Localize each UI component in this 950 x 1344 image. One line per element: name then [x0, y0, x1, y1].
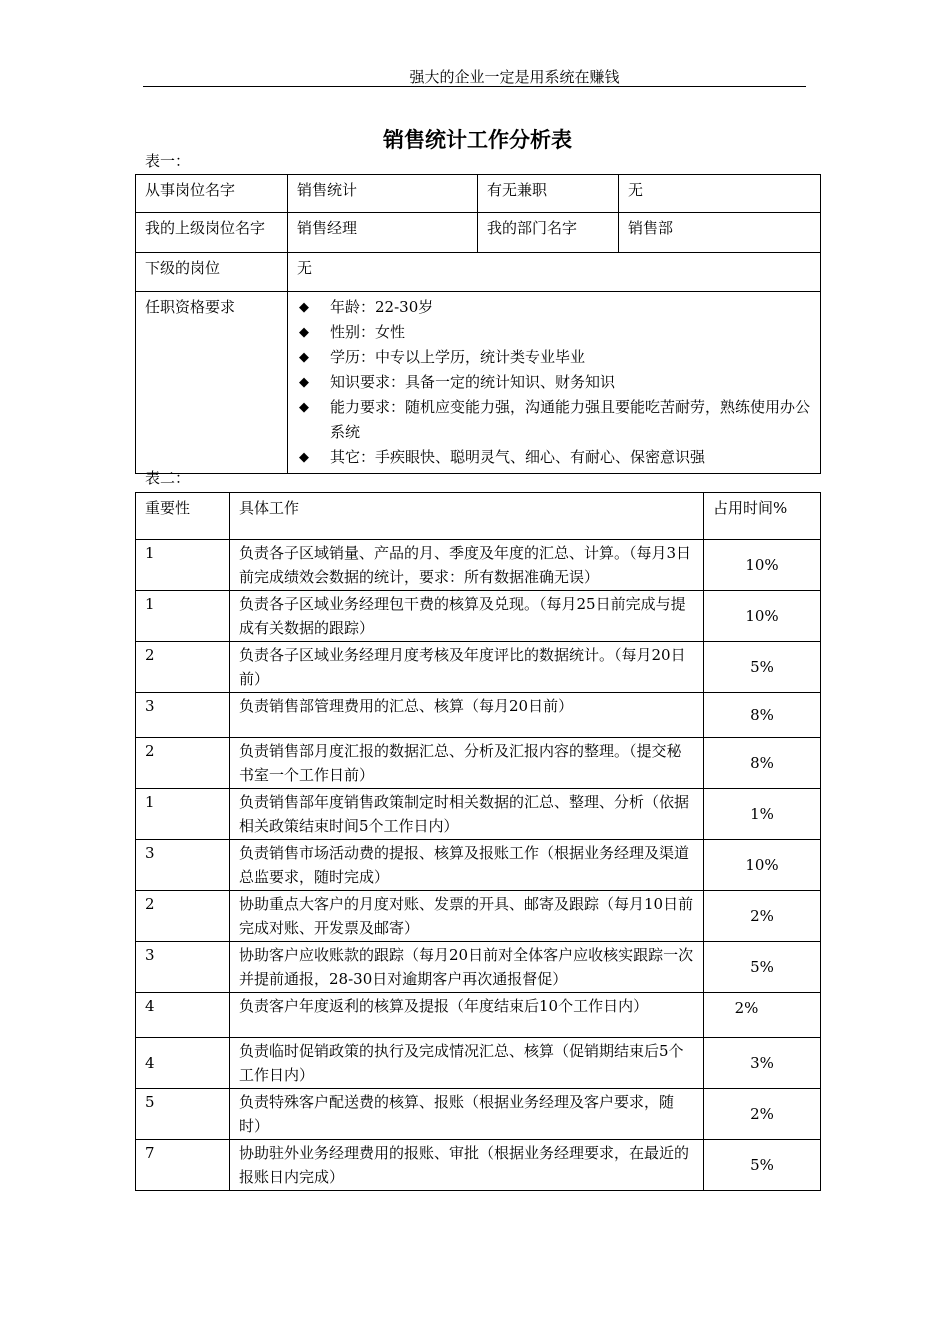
table-row — [136, 213, 821, 253]
table-row — [136, 1089, 821, 1140]
label-department: 我的部门名字 — [478, 213, 619, 253]
time-cell: 2% — [704, 993, 821, 1038]
header-divider — [143, 86, 806, 87]
diamond-bullet-icon: ◆ — [299, 375, 309, 390]
time-cell: 2% — [704, 1089, 821, 1140]
work-cell: 负责各子区域业务经理包干费的核算及兑现。（每月25日前完成与提成有关数据的跟踪） — [230, 591, 704, 642]
diamond-bullet-icon: ◆ — [299, 325, 309, 340]
table-row — [136, 591, 821, 642]
importance-cell: 2 — [136, 891, 230, 942]
work-cell: 负责临时促销政策的执行及完成情况汇总、核算（促销期结束后5个工作日内） — [230, 1038, 704, 1089]
importance-cell: 7 — [136, 1140, 230, 1191]
table1-caption: 表一： — [145, 152, 191, 170]
header-time: 占用时间% — [704, 493, 821, 540]
time-cell: 1% — [704, 789, 821, 840]
table-row — [136, 693, 821, 738]
work-cell: 负责销售部管理费用的汇总、核算（每月20日前） — [230, 693, 704, 738]
qualifications-list — [297, 295, 811, 470]
label-superior-position: 我的上级岗位名字 — [136, 213, 288, 253]
value-position-name: 销售统计 — [288, 175, 478, 213]
table-row — [136, 789, 821, 840]
work-cell: 协助驻外业务经理费用的报账、审批（根据业务经理要求，在最近的报账日内完成） — [230, 1140, 704, 1191]
list-item: ◆ 能力要求：随机应变能力强，沟通能力强且要能吃苦耐劳，熟练使用办公系统 — [297, 395, 811, 445]
list-item: ◆ 性别：女性 — [297, 320, 811, 345]
diamond-bullet-icon: ◆ — [299, 300, 309, 315]
table-row — [136, 175, 821, 213]
table-row — [136, 840, 821, 891]
diamond-bullet-icon: ◆ — [299, 400, 309, 415]
importance-cell: 3 — [136, 840, 230, 891]
value-department: 销售部 — [619, 213, 821, 253]
importance-cell: 2 — [136, 738, 230, 789]
importance-cell: 2 — [136, 642, 230, 693]
work-cell: 负责销售部月度汇报的数据汇总、分析及汇报内容的整理。（提交秘书室一个工作日前） — [230, 738, 704, 789]
page-header-slogan: 强大的企业一定是用系统在赚钱 — [409, 68, 620, 86]
time-cell: 8% — [704, 693, 821, 738]
header-importance: 重要性 — [136, 493, 230, 540]
diamond-bullet-icon: ◆ — [299, 350, 309, 365]
importance-cell: 5 — [136, 1089, 230, 1140]
importance-cell: 3 — [136, 693, 230, 738]
work-cell: 负责特殊客户配送费的核算、报账（根据业务经理及客户要求，随时） — [230, 1089, 704, 1140]
table-row — [136, 253, 821, 292]
importance-cell: 4 — [136, 993, 230, 1038]
work-cell: 负责客户年度返利的核算及提报（年度结束后10个工作日内） — [230, 993, 704, 1038]
table-row — [136, 1038, 821, 1089]
table-row — [136, 993, 821, 1038]
list-item: ◆ 学历：中专以上学历，统计类专业毕业 — [297, 345, 811, 370]
work-details-table — [135, 492, 821, 1191]
table-header-row — [136, 493, 821, 540]
header-work: 具体工作 — [230, 493, 704, 540]
importance-cell: 1 — [136, 591, 230, 642]
importance-cell: 3 — [136, 942, 230, 993]
table2-caption: 表二： — [145, 469, 191, 487]
work-cell: 负责各子区域业务经理月度考核及年度评比的数据统计。（每月20日前） — [230, 642, 704, 693]
time-cell: 10% — [704, 540, 821, 591]
qualifications-cell — [288, 292, 821, 474]
value-subordinate-position: 无 — [288, 253, 821, 292]
importance-cell: 1 — [136, 540, 230, 591]
work-cell: 负责各子区域销量、产品的月、季度及年度的汇总、计算。（每月3日前完成绩效会数据的统计，要求：所有数据准确无误） — [230, 540, 704, 591]
time-cell: 8% — [704, 738, 821, 789]
time-cell: 5% — [704, 642, 821, 693]
importance-cell: 4 — [136, 1038, 230, 1089]
label-qualifications: 任职资格要求 — [136, 292, 288, 474]
table-row — [136, 642, 821, 693]
work-cell: 负责销售部年度销售政策制定时相关数据的汇总、整理、分析（依据相关政策结束时间5个工作日内） — [230, 789, 704, 840]
page-title: 销售统计工作分析表 — [383, 128, 572, 152]
label-position-name: 从事岗位名字 — [136, 175, 288, 213]
time-cell: 5% — [704, 942, 821, 993]
time-cell: 10% — [704, 840, 821, 891]
diamond-bullet-icon: ◆ — [299, 450, 309, 465]
list-item: ◆ 其它：手疾眼快、聪明灵气、细心、有耐心、保密意识强 — [297, 445, 811, 470]
table-row — [136, 942, 821, 993]
label-part-time: 有无兼职 — [478, 175, 619, 213]
value-superior-position: 销售经理 — [288, 213, 478, 253]
table-row — [136, 540, 821, 591]
job-info-table — [135, 174, 821, 474]
table-row — [136, 1140, 821, 1191]
work-cell: 协助客户应收账款的跟踪（每月20日前对全体客户应收核实跟踪一次并提前通报，28-30日对逾期客户再次通报督促） — [230, 942, 704, 993]
list-item: ◆ 知识要求：具备一定的统计知识、财务知识 — [297, 370, 811, 395]
time-cell: 5% — [704, 1140, 821, 1191]
value-part-time: 无 — [619, 175, 821, 213]
table-row — [136, 738, 821, 789]
work-cell: 协助重点大客户的月度对账、发票的开具、邮寄及跟踪（每月10日前完成对账、开发票及邮寄） — [230, 891, 704, 942]
label-subordinate-position: 下级的岗位 — [136, 253, 288, 292]
time-cell: 2% — [704, 891, 821, 942]
table-row — [136, 292, 821, 474]
table-row — [136, 891, 821, 942]
time-cell: 10% — [704, 591, 821, 642]
list-item: ◆ 年龄：22-30岁 — [297, 295, 811, 320]
importance-cell: 1 — [136, 789, 230, 840]
time-cell: 3% — [704, 1038, 821, 1089]
work-cell: 负责销售市场活动费的提报、核算及报账工作（根据业务经理及渠道总监要求，随时完成） — [230, 840, 704, 891]
